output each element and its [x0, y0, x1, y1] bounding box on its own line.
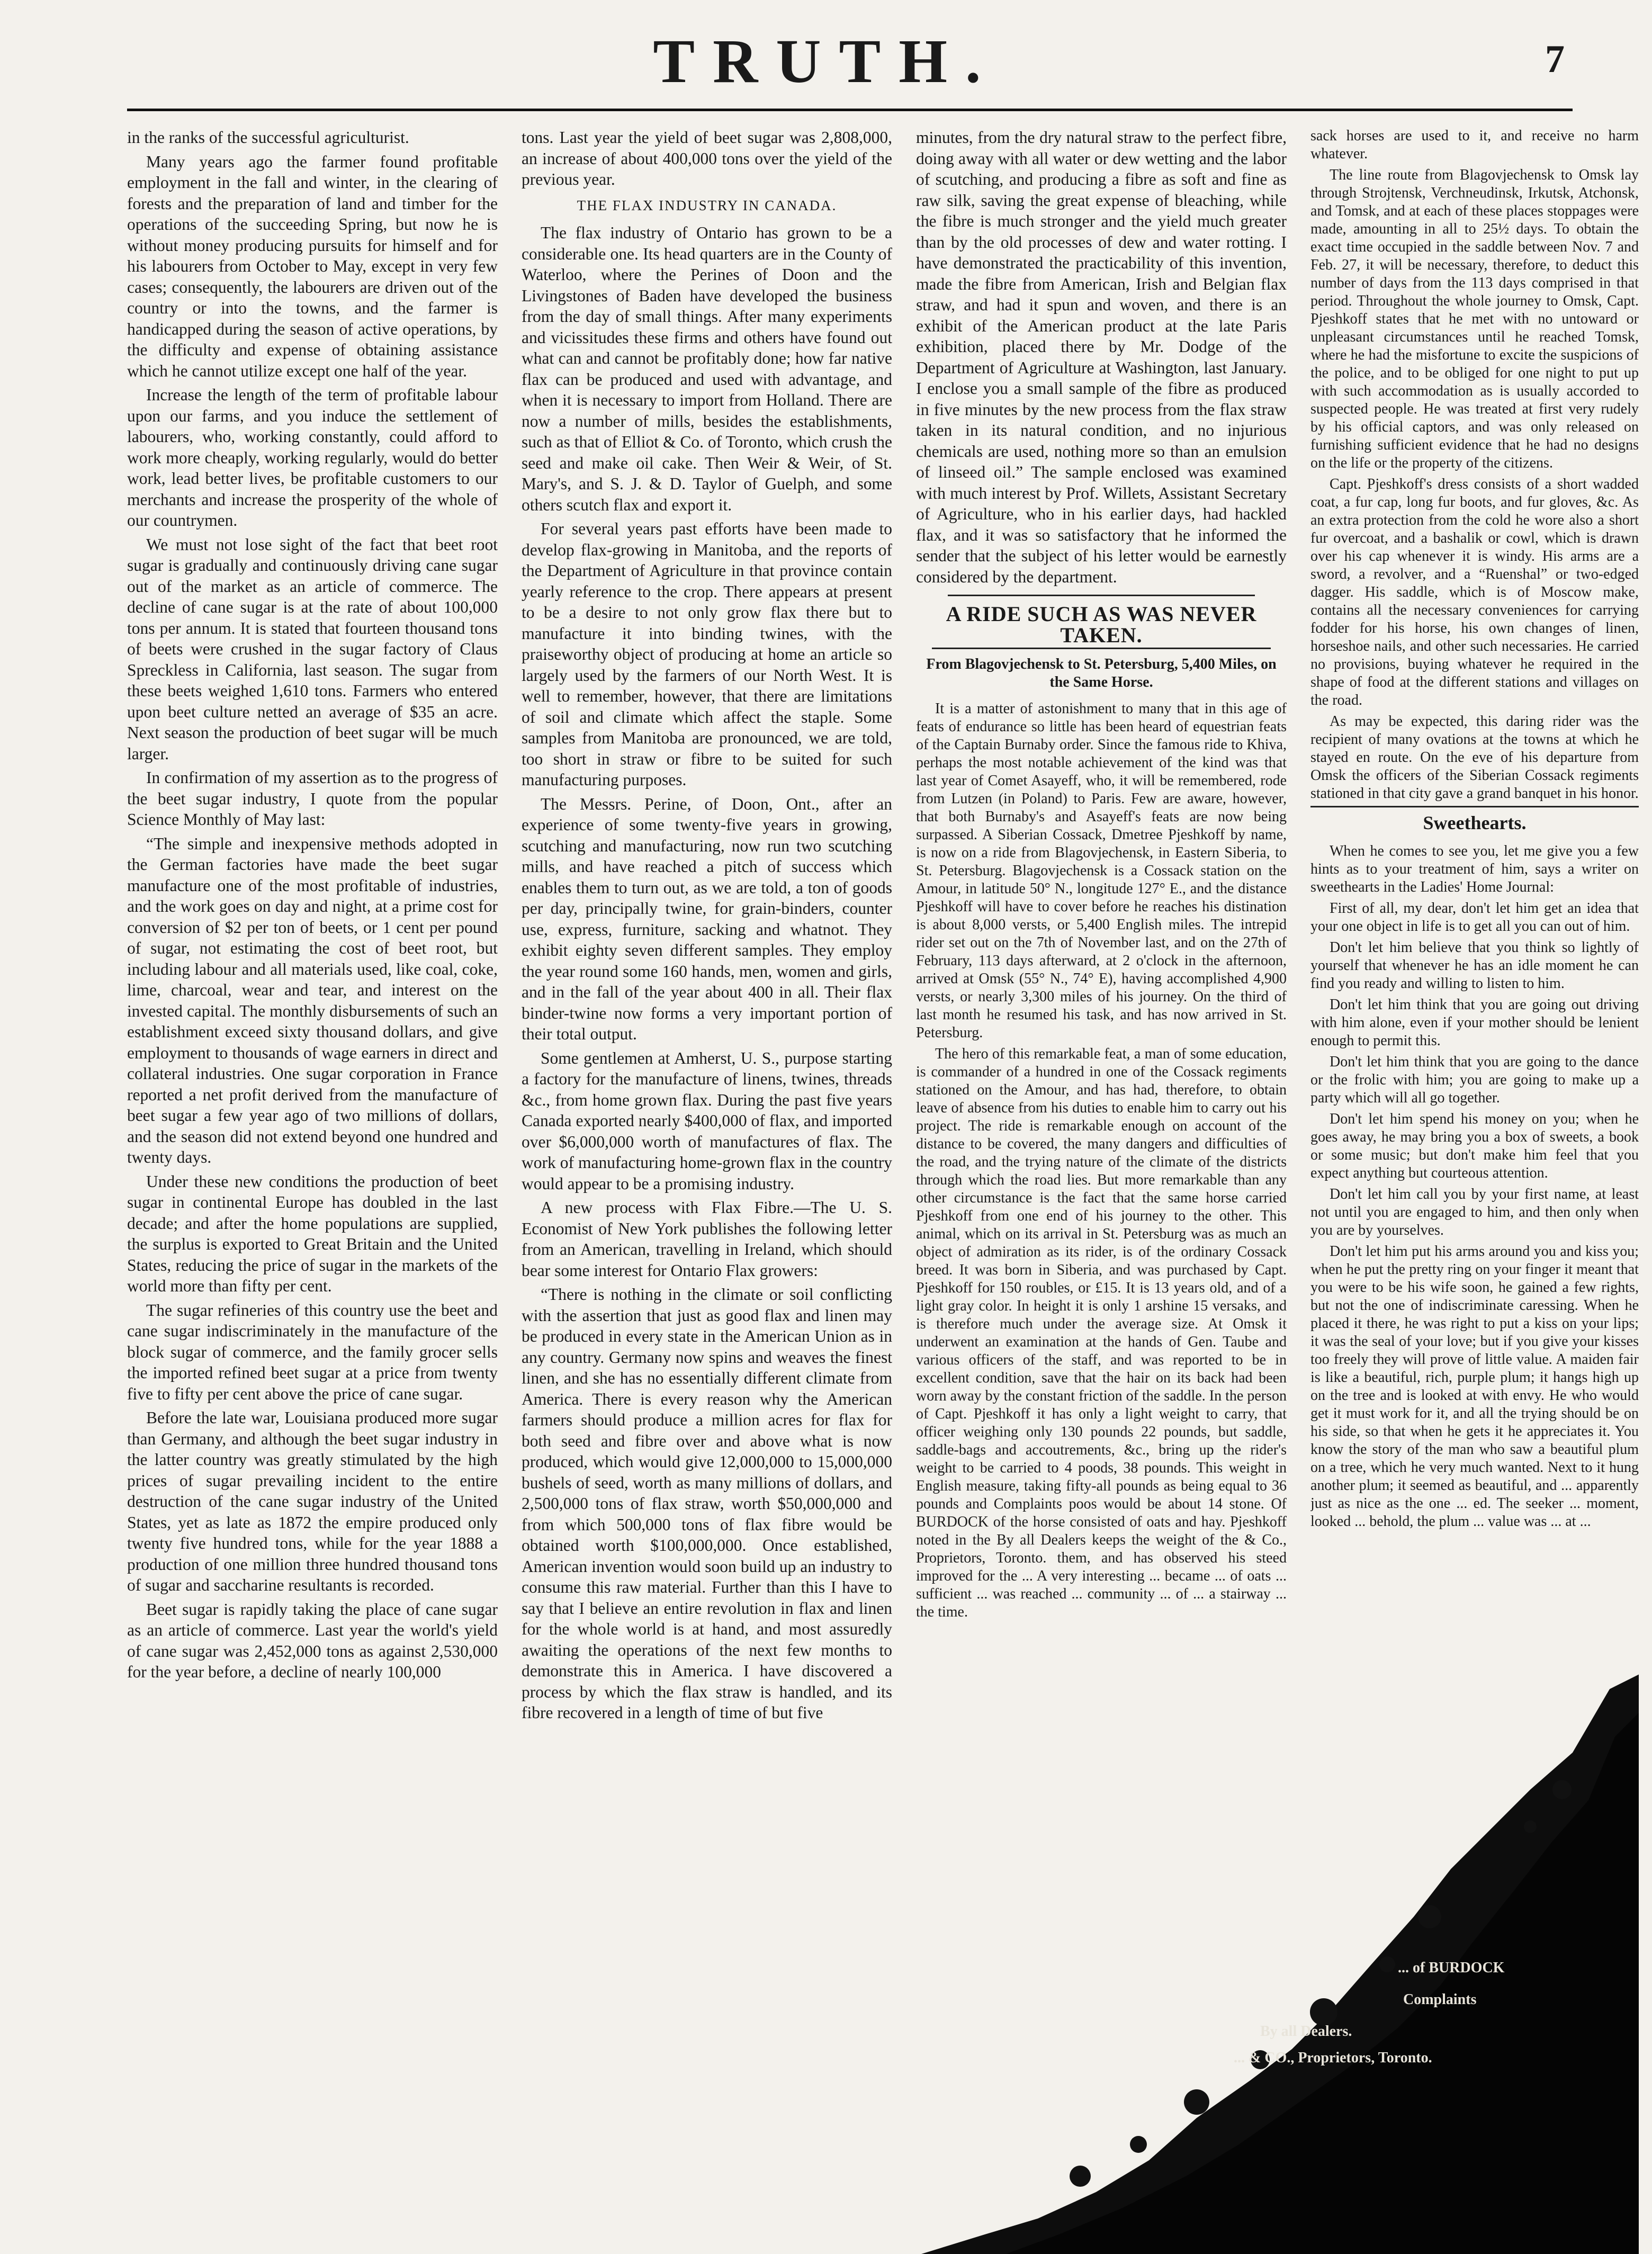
newspaper-title: TRUTH. [653, 26, 999, 96]
paragraph: The hero of this remarkable feat, a man of some education, is commander of a hundred in one of the Cossack regiments stationed on the Amour, and has had, therefore, to obtain leave of absence from his duties to enable him to carry out his project. The ride is remarkable enough on account of the distance to be covered, the many dangers and difficulties of the road, and the trying nature of the climate of the districts through which the road lies. But more remarkable than any other circumstance is the fact that the same horse carried Pjeshkoff from one end of his journey to the other. This animal, which on its arrival in St. Petersburg was as much an object of admiration as its rider, is of the ordinary Cossack breed. It was born in Siberia, and was purchased by Capt. Pjeshkoff for 150 roubles, or £15. It is 13 years old, and of a light gray color. In height it is only 1 arshine 15 versaks, and is therefore much under the average size. At Omsk it underwent an examination at the hands of Gen. Taube and various officers of the staff, and was reported to be in excellent condition, save that the hair on its back had been worn away by the constant friction of the saddle. In the person of Capt. Pjeshkoff it has only a light weight to carry, that officer weighing only 130 pounds 22 pounds, but saddle, saddle-bags and accoutrements, &c., bring up the rider's weight to be carried to 4 poods, 38 pounds. This weight in English measure, taking fifty-all pounds as being equal to 36 pounds and Complaints poos would be about 14 stone. Of BURDOCK of the horse consisted of oats and hay. Pjeshkoff noted in the By all Dealers keeps the weight of the & Co., Proprietors, Toronto. them, and has observed his steed improved for the ... A very interesting ... became ... of oats ... sufficient ... was reached ... community ... of ... a stairway ... the time. [916, 1046, 1287, 1620]
paragraph: When he comes to see you, let me give you a few hints as to your treatment of him, says a writer on sweethearts in the Ladies' Home Journal: [1310, 842, 1639, 895]
article-title: Sweethearts. [1423, 812, 1527, 833]
paragraph: Capt. Pjeshkoff's dress consists of a short wadded coat, a fur cap, long fur boots, and fur gloves, &c. As an extra protection from the cold he wore also a short fur overcoat, and a bashalik or cowl, which is drawn over his cap whenever it is windy. His arms are a sword, a revolver, and a “Ruenshal” or two-edged dagger. His saddle, which is of Moscow make, contains all the necessary conveniences for carrying fodder for his horse, his own changes of linen, horseshoe nails, and other such necessaries. He carried no provisions, buying whatever he required in the shape of food at the different stations and villages on the road. [1310, 476, 1639, 708]
paragraph: Don't let him think that you are going out driving with him alone, even if your mother should be lenient enough to permit this. [1310, 996, 1639, 1049]
paragraph: Don't let him spend his money on you; when he goes away, he may bring you a box of sweets, a book or some music; but don't make him feel that you expect anything but courteous attention. [1310, 1110, 1639, 1181]
paragraph: First of all, my dear, don't let him get an idea that your one object in life is to get all you can out of him. [1310, 900, 1639, 935]
paragraph: Before the late war, Louisiana produced more sugar than Germany, and although the beet sugar industry in the latter country was greatly stimulated by the high prices of sugar prevailing incident to the entire destruction of the cane sugar industry of the United States, yet as late as 1872 the empire produced only twenty five hundred tons, while for the year 1888 a production of one million three hundred thousand tons of sugar and saccharine resultants is recorded. [127, 1408, 498, 1594]
advert-fragment: Complaints [1403, 1991, 1477, 2008]
paragraph: A new process with Flax Fibre.—The U. S. Economist of New York publishes the following letter from an American, travelling in Ireland, which should bear some interest for Ontario Flax growers: [522, 1198, 892, 1280]
paragraph: For several years past efforts have been made to develop flax-growing in Manitoba, and the reports of the Department of Agriculture in that province contain yearly reference to the crop. There appears at present to be a desire to not only grow flax there but to manufacture it into binding twines, with the praiseworthy object of producing at home an article so largely used by the farmers of our North West. It is well to remember, however, that there are limitations of soil and climate which affect the staple. Some samples from Manitoba are pronounced, we are told, too short in straw or fibre to be suited for such manufacturing purposes. [522, 519, 892, 789]
paragraph: The Messrs. Perine, of Doon, Ont., after an experience of some twenty-five years in growing, scutching and manufacturing, now run two scutching mills, and have reached a pitch of success which enables them to turn out, as we are told, a ton of goods per day, principally twine, for grain-binders, counter use, express, furniture, sacking and whatnot. They exhibit eighty seven different samples. They employ the year round some 160 hands, men, women and girls, and in the fall of the year about 400 in all. Their flax binder-twine now forms a very important portion of their total output. [522, 794, 892, 1043]
paragraph: Don't let him put his arms around you and kiss you; when he put the pretty ring on your finger it meant that you were to be his wife soon, he gained a few rights, but not the one of indiscriminate caressing. When he placed it there, he was right to put a kiss on your lips; it was the seal of your love; but if you give your kisses too freely they will prove of little value. A maiden fair is like a beautiful, rich, purple plum; it hangs high up on the tree and is looked at with envy. He who would get it must work for it, and all the trying should be on his side, so that when he gets it he appreciates it. You know the story of the man who saw a beautiful plum on a tree, which he very much wanted. Next to it hung another plum; it seemed as beautiful, and ... apparently just as nice as the one ... ed. The seeker ... moment, looked ... behold, the plum ... value was ... at ... [1310, 1243, 1639, 1530]
paragraph: Don't let him think that you are going to the dance or the frolic with him; you are going to make up a party which will all go together. [1310, 1053, 1639, 1106]
page-number: 7 [1545, 38, 1565, 81]
masthead [0, 0, 1652, 116]
paragraph: Increase the length of the term of profitable labour upon our farms, and you induce the settlement of labourers, who, working constantly, could afford to work more cheaply, working regularly, would do better work, lead better lives, be profitable customers to our merchants and increase the prosperity of the whole of our countrymen. [127, 385, 498, 529]
paragraph: “There is nothing in the climate or soil conflicting with the assertion that just as good flax and linen may be produced in every state in the American Union as in any country. Germany now spins and weaves the finest linen, and she has no essentially different climate from America. There is every reason why the American farmers should produce a million acres for flax for both seed and fibre over and above what is now produced, which would give 12,000,000 to 15,000,000 bushels of seed, worth as many millions of dollars, and 2,500,000 tons of flax straw, worth $50,000,000 and from which 500,000 tons of flax fibre would be obtained worth $100,000,000. Once established, American invention would soon build up an industry to consume this raw material. Further than this I have to say that I believe an entire revolution in flax and linen for the whole world is at hand, and most assuredly awaiting the operations of the next few months to demonstrate this in America. I have discovered a process by which the flax straw is handled, and its fibre recovered in a length of time of but five [522, 1285, 892, 1722]
title-underline [932, 648, 1271, 649]
masthead-rule [127, 109, 1573, 111]
paragraph: “The simple and inexpensive methods adopted in the German factories have made the beet sugar manufacture one of the most profitable of industries, and the work goes on day and night, at a prime cost for conversion of $2 per ton of beets, or 1 cent per pound of sugar, not estimating the cost of beet root, but including labour and all materials used, like coal, coke, lime, charcoal, wear and tear, and interest on the invested capital. The monthly disbursements of such an establishment exceed sixty thousand dollars, and give employment to thousands of wage earners in direct and collateral industries. One sugar corporation in France reported a net profit derived from the manufacture of beet sugar a few year ago of two millions of dollars, and the season did not extend beyond one hundred and twenty days. [127, 834, 498, 1166]
paragraph: Many years ago the farmer found profitable employment in the fall and winter, in the clearing of forests and the preparation of land and timber for the operations of the succeeding Spring, but now he is without money producing pursuits for himself and for his labourers from October to May, except in very few cases; consequently, the labourers are driven out of the country or into the towns, and the farmer is handicapped during the season of active operations, by the difficulty and expense of obtaining assistance which he cannot utilize except one half of the year. [127, 152, 498, 380]
advert-fragment: ... of BURDOCK [1398, 1960, 1505, 1976]
paragraph: Don't let him believe that you think so lightly of yourself that whenever he has an idle moment he can find you ready and willing to listen to him. [1310, 939, 1639, 992]
page-edge [1639, 0, 1652, 2254]
paragraph: Beet sugar is rapidly taking the place of cane sugar as an article of commerce. Last year the world's yield of cane sugar was 2,452,000 tons as against 2,530,000 for the year before, a decline of nearly 100,000 [127, 1600, 498, 1681]
section-divider [948, 595, 1255, 596]
paragraph: Under these new conditions the production of beet sugar in continental Europe has doubled in the last decade; and after the home populations are supplied, the surplus is exported to Great Britain and the United States, reducing the price of sugar in the markets of the world more than fifty per cent. [127, 1172, 498, 1295]
column-2 [522, 127, 892, 2208]
paragraph: It is a matter of astonishment to many that in this age of feats of endurance so little has been heard of equestrian feats of the Captain Burnaby order. Since the famous ride to Khiva, perhaps the most notable achievement of the kind was that last year of Comet Asayeff, who, it will be remembered, rode from Lutzen (in Poland) to Paris. Few are aware, however, that both Burnaby's and Asayeff's feats are now being surpassed. A Siberian Cossack, Dmetree Pjeshkoff by name, is now on a ride from Blagovjechensk, in Eastern Siberia, to St. Petersburg. Blagovjechensk is a Cossack station on the Amour, in latitude 50° N., longitude 127° E., and the distance Pjeshkoff will have to cover before he reaches his distination is about 8,000 versts, or 5,400 English miles. The intrepid rider set out on the 7th of November last, and on the 27th of February, 113 days afterward, at 2 o'clock in the afternoon, arrived at Omsk (55° N., 74° E), having accomplished 4,900 versts, or nearly 3,300 miles of his journey. On the third of last month he resumed his task, and has now arrived in St. Petersburg. [916, 701, 1287, 1041]
paragraph: The line route from Blagovjechensk to Omsk lay through Strojtensk, Verchneudinsk, Irkutsk, Atchonsk, and Tomsk, and at each of these places stoppages were made, amounting in all to 25½ days. To obtain the exact time occupied in the saddle between Nov. 7 and Feb. 27, it will be necessary, therefore, to deduct this number of days from the 113 days comprised in that period. Throughout the whole journey to Omsk, Capt. Pjeshkoff states that he met with no untoward or unpleasant circumstances until he reached Tomsk, where he had the misfortune to excite the suspicions of the police, and to be obliged for one night to put up with such accommodation as is usually accorded to suspected people. He was treated at first very rudely by his official captors, and was only released on furnishing sufficient evidence that he had no designs on the life or the property of the citizens. [1310, 167, 1639, 471]
paragraph: As may be expected, this daring rider was the recipient of many ovations at the towns at which he stayed en route. On the eve of his departure from Omsk the officers of the Siberian Cossack regiments stationed in that city gave a grand banquet in his honor. [1310, 713, 1639, 802]
paragraph: sack horses are used to it, and receive no harm whatever. [1310, 128, 1639, 162]
paragraph: in the ranks of the successful agriculturist. [127, 128, 409, 147]
paragraph: The sugar refineries of this country use the beet and cane sugar indiscriminately in the manufacture of the block sugar of commerce, and the family grocer sells the imported refined beet sugar at a price from twenty five to fifty per cent above the price of cane sugar. [127, 1300, 498, 1403]
section-subheading: THE FLAX INDUSTRY IN CANADA. [577, 197, 837, 213]
section-divider [1310, 806, 1639, 807]
article-dateline: From Blagovjechensk to St. Petersburg, 5,400 Miles, on the Same Horse. [926, 656, 1277, 690]
paragraph: We must not lose sight of the fact that beet root sugar is gradually and continuously driving cane sugar out of the market as an article of commerce. The decline of cane sugar is at the rate of about 100,000 tons per annum. It is stated that fourteen thousand tons of beets were crushed in the sugar factory of Claus Spreckless in California, last season. The sugar from these beets weighed 1,610 tons. Farmers who entered upon beet culture netted an average of $35 an acre. Next season the production of beet sugar will be much larger. [127, 535, 498, 763]
article-title: A RIDE SUCH AS WAS NEVER TAKEN. [946, 602, 1257, 647]
paragraph: Some gentlemen at Amherst, U. S., purpose starting a factory for the manufacture of linens, twines, threads &c., from home grown flax. During the past five years Canada exported nearly $400,000 of flax, and imported over $6,000,000 worth of manufactures of flax. The work of manufacturing home-grown flax in the country would appear to be a promising industry. [522, 1048, 892, 1193]
column-1 [127, 127, 498, 2208]
paragraph: minutes, from the dry natural straw to the perfect fibre, doing away with all water or dew wetting and the labor of scutching, and producing a fibre as soft and fine as raw silk, saving the great expense of bleaching, while the fibre is much stronger and the yield much greater than by the old processes of dew and water rotting. I have demonstrated the practicability of this invention, made the fibre from American, Irish and Belgian flax straw, and had it spun and woven, and there is an exhibit of the American product at the late Paris exhibition, placed there by Mr. Dodge of the Department of Agriculture at Washington, last January. I enclose you a small sample of the fibre as produced in five minutes by the new process from the flax straw taken in its natural condition, and no injurious chemicals are used, nothing more so than an emulsion of linseed oil.” The sample enclosed was examined with much interest by Prof. Willets, Assistant Secretary of Agriculture, who in his earlier days, had hackled flax, and it was so satisfactory that he informed the sender that the subject of his letter would be earnestly considered by the department. [916, 128, 1287, 586]
paragraph: tons. Last year the yield of beet sugar was 2,808,000, an increase of about 400,000 tons over the yield of the previous year. [522, 128, 892, 188]
ink-damage-blot [921, 1668, 1652, 2254]
paragraph: In confirmation of my assertion as to the progress of the beet sugar industry, I quote from the popular Science Monthly of May last: [127, 768, 498, 829]
advert-fragment: By all Dealers. [1260, 2023, 1352, 2040]
paragraph: The flax industry of Ontario has grown to be a considerable one. Its head quarters are in the County of Waterloo, where the Perines of Doon and the Livingstones of Baden have developed the business from the day of small things. After many experiments and vicissitudes these firms and others have found out what can and cannot be profitably done; how far native flax can be produced and used with advantage, and when it is necessary to import from Holland. There are now a number of mills, besides the establishments, such as that of Elliot & Co. of Toronto, which crush the seed and make oil cake. Then Weir & Weir, of St. Mary's, and S. J. & D. Taylor of Guelph, and some others scutch flax and export it. [522, 223, 892, 514]
advert-fragment: ... & CO., Proprietors, Toronto. [1234, 2050, 1432, 2066]
paragraph: Don't let him call you by your first name, at least not until you are engaged to him, and then only when you are by yourselves. [1310, 1186, 1639, 1238]
